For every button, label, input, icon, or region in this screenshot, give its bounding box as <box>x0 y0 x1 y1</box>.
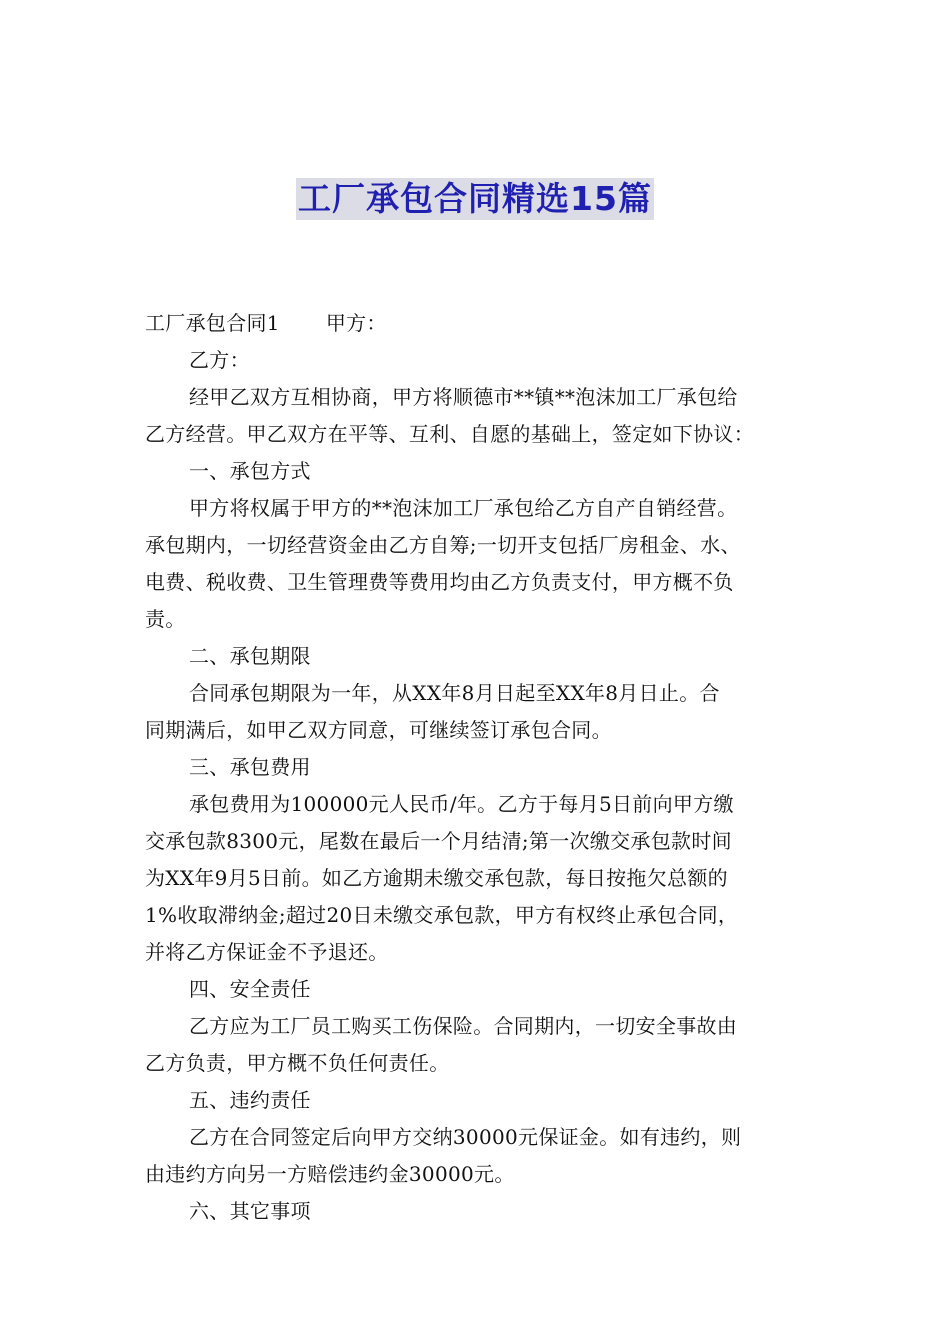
paragraph-line <box>145 1045 807 1082</box>
line-text: 乙方在合同签定后向甲方交纳30000元保证金。如有违约，则 <box>189 1125 742 1149</box>
paragraph-line <box>145 453 807 490</box>
party-a-label: 甲方： <box>325 311 387 335</box>
line-text: 责。 <box>145 607 186 631</box>
paragraph-line <box>145 934 807 971</box>
line-text: 承包期内，一切经营资金由乙方自筹;一切开支包括厂房租金、水、 <box>145 533 741 557</box>
line-text: 电费、税收费、卫生管理费等费用均由乙方负责支付，甲方概不负 <box>145 570 734 594</box>
line-text: 五、违约责任 <box>189 1088 311 1112</box>
line-text: 二、承包期限 <box>189 644 311 668</box>
paragraph-line <box>145 564 807 601</box>
line-text: 经甲乙双方互相协商，甲方将顺德市**镇**泡沫加工厂承包给 <box>189 385 738 409</box>
paragraph-line <box>145 601 807 638</box>
paragraph-line <box>145 749 807 786</box>
paragraph-line <box>145 305 807 342</box>
document-body <box>145 305 807 1230</box>
line-text: 合同承包期限为一年，从XX年8月日起至XX年8月日止。合 <box>189 681 720 705</box>
line-text: 四、安全责任 <box>189 977 311 1001</box>
paragraph-line <box>145 1008 807 1045</box>
paragraph-line <box>145 786 807 823</box>
line-text: 由违约方向另一方赔偿违约金30000元。 <box>145 1162 515 1186</box>
line-text: 乙方应为工厂员工购买工伤保险。合同期内，一切安全事故由 <box>189 1014 738 1038</box>
paragraph-line <box>145 1193 807 1230</box>
paragraph-line <box>145 1156 807 1193</box>
paragraph-line <box>145 379 807 416</box>
paragraph-line <box>145 712 807 749</box>
line-text: 乙方负责，甲方概不负任何责任。 <box>145 1051 450 1075</box>
line-text: 交承包款8300元，尾数在最后一个月结清;第一次缴交承包款时间 <box>145 829 732 853</box>
paragraph-line <box>145 342 807 379</box>
paragraph-line <box>145 490 807 527</box>
line-text: 1%收取滞纳金;超过20日未缴交承包款，甲方有权终止承包合同， <box>145 903 739 927</box>
paragraph-line <box>145 823 807 860</box>
paragraph-line <box>145 897 807 934</box>
line-text: 三、承包费用 <box>189 755 311 779</box>
line-text: 工厂承包合同1 <box>145 311 280 335</box>
paragraph-line <box>145 527 807 564</box>
title-wrapper <box>0 178 950 220</box>
paragraph-line <box>145 860 807 897</box>
paragraph-line <box>145 416 807 453</box>
paragraph-line <box>145 971 807 1008</box>
paragraph-line <box>145 1119 807 1156</box>
line-text: 乙方： <box>189 348 250 372</box>
line-text: 乙方经营。甲乙双方在平等、互利、自愿的基础上，签定如下协议： <box>145 422 754 446</box>
paragraph-line <box>145 1082 807 1119</box>
line-text: 一、承包方式 <box>189 459 311 483</box>
paragraph-line <box>145 638 807 675</box>
line-text: 为XX年9月5日前。如乙方逾期未缴交承包款，每日按拖欠总额的 <box>145 866 728 890</box>
document-title: 工厂承包合同精选15篇 <box>298 179 652 218</box>
line-text: 承包费用为100000元人民币/年。乙方于每月5日前向甲方缴 <box>189 792 734 816</box>
paragraph-line <box>145 675 807 712</box>
line-text: 并将乙方保证金不予退还。 <box>145 940 389 964</box>
line-text: 同期满后，如甲乙双方同意，可继续签订承包合同。 <box>145 718 612 742</box>
line-text: 六、其它事项 <box>189 1199 311 1223</box>
line-text: 甲方将权属于甲方的**泡沫加工厂承包给乙方自产自销经营。 <box>189 496 738 520</box>
